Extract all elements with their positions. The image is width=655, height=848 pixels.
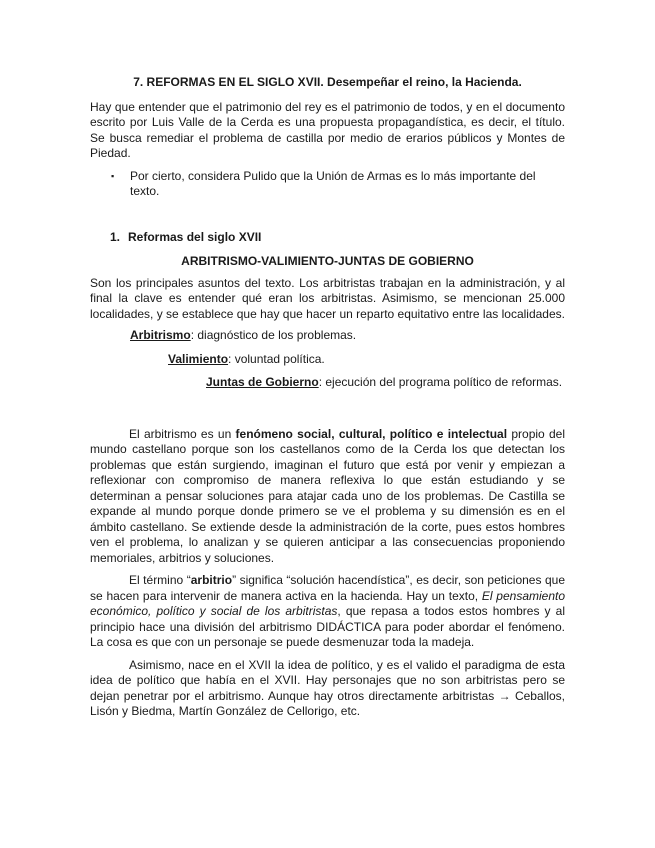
definition-valimiento [90,352,565,368]
definition-juntas [90,375,565,391]
bullet-item [90,169,565,200]
arbitrio-paragraph [90,573,565,651]
document-page [90,75,565,720]
text-run: , que repasa a todos estos hombres y al principio hace una división del arbitrismo DIDÁCTICA para poder abordar el fenómeno. La cosa es que con un personaje se puede desmenuzar toda la madeja. [90,604,565,649]
definition-desc: : diagnóstico de los problemas. [190,328,357,342]
definition-term: Juntas de Gobierno [206,375,319,389]
bold-phrase: fenómeno social, cultural, político e intelectual [235,426,508,441]
definition-term: Arbitrismo [130,328,191,342]
square-bullet-icon: ▪ [111,170,115,181]
text-run: ” significa “solución hacendística”, es decir, son peticiones que se hacen para intervenir de manera activa en la hacienda. Hay un texto, [90,573,565,603]
section-paragraph: Son los principales asuntos del texto. Los arbitristas trabajan en la administración, y al final la clave es entender qué eran los arbitristas. Asimismo, se mencionan 25.000 localidades, y se establece que hay que hacer un reparto equitativo entre las localidades. [90,275,565,321]
section-title: Reformas del siglo XVII [128,229,262,244]
section-number: 1. [110,229,121,244]
bold-term: arbitrio [190,573,233,587]
italic-book-title: El pensamiento económico, político y social de los arbitristas [90,588,566,618]
text-run: propio del mundo castellano porque son los castellanos como de la Cerda los que detectan los problemas que están surgiendo, imaginan el futuro que está por venir y empiezan a reflexionar con compromiso de manera reflexiva lo que están estudiando y se determinan a pensar soluciones para atajar cada uno de los problemas. De Castilla se expande al mundo porque donde primero se ve el problema y su dimensión es en el ámbito castellano. Se extiende desde la administración de la corte, pues estos hombres ven el problema, lo analizan y se quieren anticipar a las consecuencias proponiendo memoriales, arbitrios y soluciones. [90,426,566,565]
section-heading [90,230,565,246]
bullet-list [90,169,565,200]
definition-term: Valimiento [168,351,229,366]
text-run: El término “ [129,573,191,587]
text-run: El arbitrismo es un [129,426,236,441]
definition-desc: : ejecución del programa político de reformas. [318,375,563,389]
subheading: ARBITRISMO-VALIMIENTO-JUNTAS DE GOBIERNO [181,254,474,268]
bullet-text: Por cierto, considera Pulido que la Unión de Armas es lo más importante del texto. [130,168,536,198]
definition-desc: : voluntad política. [228,351,325,366]
document-title: 7. REFORMAS EN EL SIGLO XVII. Desempeñar el reino, la Hacienda. [133,75,522,89]
intro-paragraph: Hay que entender que el patrimonio del rey es el patrimonio de todos, y en el documento escrito por Luis Valle de la Cerda es una propuesta propagandística, es decir, el título. Se busca remediar el problema de castilla por medio de erarios públicos y Montes de Piedad. [90,99,565,160]
politico-paragraph: Asimismo, nace en el XVII la idea de político, y es el valido el paradigma de esta idea de político que había en el XVII. Hay personajes que no son arbitristas pero se dejan penetrar por el arbitrismo. Aunque hay otros directamente arbitristas → Ceballos, Lisón y Biedma, Martín González de Cellorigo, etc. [90,657,565,718]
arbitrismo-paragraph [90,427,565,567]
definition-arbitrismo [90,328,565,344]
